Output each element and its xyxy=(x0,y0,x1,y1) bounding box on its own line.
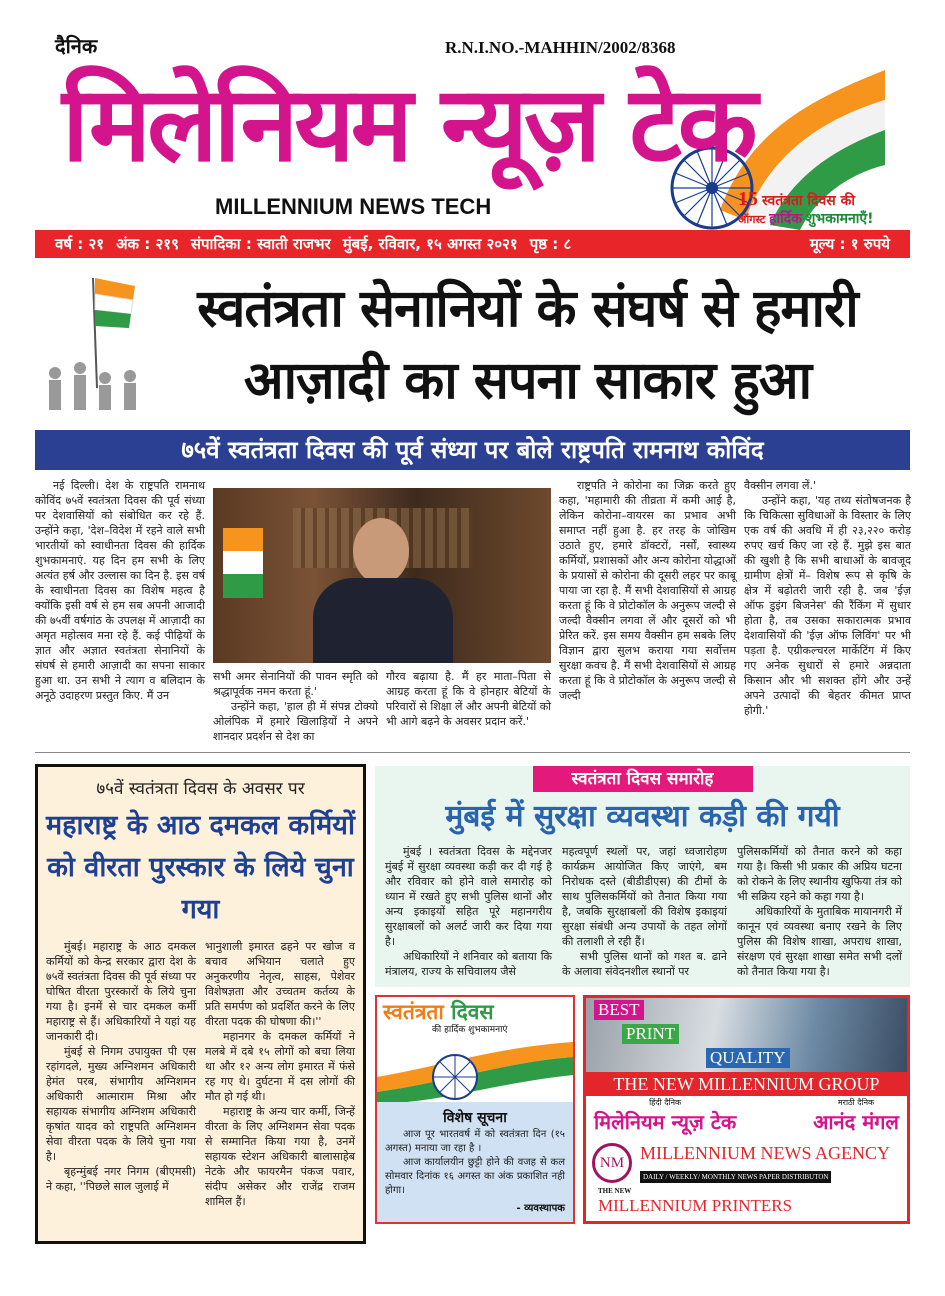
paragraph: बृहन्मुंबई नगर निगम (बीएमसी) ने कहा, ''पिछले साल जुलाई में xyxy=(46,1165,196,1193)
lead-headline-line2: आज़ादी का सपना साकार हुआ xyxy=(243,351,812,411)
security-columns xyxy=(375,844,910,979)
lead-column-5 xyxy=(744,478,911,718)
paragraph: महत्वपूर्ण स्थलों पर, जहां ध्वजारोहण कार्यक्रम आयोजित किए जाएंगे, बम निरोधक दस्ते (बीडीडीएस) की टीमों के साथ पुलिसकर्मियों को तैनात किया गया है, जबकि सुरक्षाबलों की विशेष इकाइयां सुरक्षा संबंधी अन्य उपायों के तहत लोगों की तलाशी ले रही हैं। xyxy=(562,845,727,948)
paragraph: गौरव बढ़ाया है. मैं हर माता–पिता से आग्रह करता हूं कि वे होनहार बेटियों के परिवारों से शिक्षा लें और अपनी बेटियों को भी आगे बढ़ने के अवसर प्रदान करें.' xyxy=(386,670,551,728)
fire-story-kicker: ७५वें स्वतंत्रता दिवस के अवसर पर xyxy=(96,779,305,799)
marathi-paper xyxy=(813,1098,899,1136)
notice-body xyxy=(377,1102,573,1222)
page-count: पृष्ठ : ८ xyxy=(529,235,572,253)
president-photo xyxy=(213,488,551,663)
news-agency-tagline: DAILY / WEEKLY/ MONTHLY NEWS PAPER DISTRIBUTON xyxy=(640,1171,831,1183)
lead-headline-line1: स्वतंत्रता सेनानियों के संघर्ष से हमारी xyxy=(197,279,858,339)
paragraph: नई दिल्ली। देश के राष्ट्रपति रामनाथ कोविंद ७५वें स्वतंत्रता दिवस की पूर्व संध्या पर देशवासियों को संबोधित कर रहे हैं. उन्होंने कहा, 'देश–विदेश में रहने वाले सभी भारतीयों को स्वाधीनता दिवस की हार्दिक शुभकामनाएं. यह दिन हम सभी के लिए अत्यंत हर्ष और उल्लास का दिन है. इस वर्ष के स्वाधीनता दिवस का विशेष महत्व है क्योंकि इसी वर्ष से हम सब अपनी आजादी की ७५वीं वर्षगांठ के उपलक्ष में आज़ादी का अमृत महोत्सव मना रहे हैं. कई पीढ़ियों के ज्ञात और अज्ञात स्वतंत्रता सेनानियों के संघर्ष से हमारी आज़ादी का सपना साकार हुआ था. उन सभी ने त्याग व बलिदान के अनूठे उदाहरण प्रस्तुत किए. मैं उन xyxy=(35,479,205,702)
greeting-line1: स्वतंत्रता दिवस की xyxy=(762,193,855,209)
printers-name: MILLENNIUM PRINTERS xyxy=(598,1196,793,1215)
fire-story-headline: महाराष्ट्र के आठ दमकल कर्मियों को वीरता पुरस्कार के लिये चुना गया xyxy=(46,810,355,925)
price: मूल्य : १ रुपये xyxy=(809,235,890,253)
banner-subtitle: की हार्दिक शुभकामनाएं xyxy=(432,1025,508,1035)
lead-headline-block xyxy=(35,264,910,426)
notice-paragraph-2: आज कार्यालयीन छुट्टी होने की वजह से कल सोमवार दिनांक १६ अगस्त का अंक प्रकाशित नही होगा। xyxy=(385,1157,565,1196)
paragraph: उन्होंने कहा, 'यह तथ्य संतोषजनक है कि चिकित्सा सुविधाओं के विस्तार के लिए एक वर्ष की अवधि में ही २३,२२० करोड़ रुपए खर्च किए जा रहे हैं. मुझे इस बात की खुशी है कि सभी बाधाओं के बावजूद ग्रामीण क्षेत्रों में– विशेष रूप से कृषि के क्षेत्र में बढ़ोतरी जारी रही है. जब 'ईज़ ऑफ डुइंग बिजनेस' की रैंकिंग में सुधार होता है, तब उसका सकारात्मक प्रभाव देशवासियों की 'ईज़ ऑफ लिविंग' पर भी पड़ता है. एग्रीकल्चरल मार्केटिंग में किए गए अनेक सुधारों से हमारे अन्नदाता किसान और भी सशक्त होंगे और उन्हें अपने उत्पादों की बेहतर कीमत प्राप्त होगी.' xyxy=(744,494,911,717)
security-column-3 xyxy=(737,844,902,979)
marathi-paper-logo: आनंद मंगल xyxy=(813,1110,899,1134)
paragraph: मुंबई। महाराष्ट्र के आठ दमकल कर्मियों को केन्द्र सरकार द्वारा देश के ७५वें स्वतंत्रता दिवस की पूर्व संध्या पर घोषित वीरता पुरस्कारों के लिये चुना गया है। इनमें से चार दमकल कर्मी महाराष्ट्र से हैं। अधिकारियों ने यहां यह जानकारी दी। xyxy=(46,940,196,1043)
lead-column-3 xyxy=(386,669,551,744)
section-divider xyxy=(35,752,910,753)
paragraph: महानगर के दमकल कर्मियों ने मलबे में दबे १५ लोगों को बचा लिया था और १२ अन्य लोग इमारत में फंसे रह गए थे। दुर्घटना में दस लोगों की मौत हो गई थी। xyxy=(205,1030,355,1103)
printing-press-image xyxy=(586,998,907,1072)
quality-badge: QUALITY xyxy=(706,1048,790,1068)
security-column-1 xyxy=(385,844,552,979)
independence-day-banner xyxy=(377,997,573,1102)
greeting-line2b: शुभकामनाएँ! xyxy=(805,211,874,227)
issue-info-bar xyxy=(35,230,910,258)
security-column-2 xyxy=(562,844,727,979)
paragraph: पुलिसकर्मियों को तैनात करने को कहा गया है। किसी भी प्रकार की अप्रिय घटना को रोकने के लिए स्थानीय खुफिया तंत्र को भी सक्रिय रहने को कहा गया है। xyxy=(737,845,902,903)
notice-title: विशेष सूचना xyxy=(443,1110,507,1126)
printers-small-label: THE NEW xyxy=(598,1187,632,1195)
paragraph: वैक्सीन लगवा लें.' xyxy=(744,479,817,492)
right-column xyxy=(375,764,910,1224)
fire-column-2 xyxy=(205,939,355,1209)
lead-story xyxy=(35,478,910,744)
banner-word-1: स्वतंत्रता xyxy=(383,1000,444,1024)
masthead-dainik: दैनिक xyxy=(55,34,98,58)
security-story-box xyxy=(375,766,910,987)
flag-soldiers-illustration-icon xyxy=(35,268,145,423)
notice-paragraph-1: आज पूर भारतवर्ष में को स्वतंत्रता दिन (१५ अगस्त) मनाया जा रहा है । xyxy=(385,1129,565,1154)
lead-middle xyxy=(213,478,551,744)
print-badge: PRINT xyxy=(622,1024,679,1044)
lead-column-1 xyxy=(35,478,205,703)
notice-signature: - व्यवस्थापक xyxy=(516,1203,565,1214)
greeting-line2a: हार्दिक xyxy=(769,211,802,227)
volume: वर्ष : २१ xyxy=(55,235,105,253)
printers-logo-icon: NM xyxy=(592,1143,632,1183)
hindi-daily-label: हिंदी दैनिक xyxy=(649,1098,682,1107)
paragraph: सभी पुलिस थानों को गश्त ब. ढाने के अलावा संवेदनशील स्थानों पर xyxy=(562,950,727,978)
fire-columns xyxy=(46,939,355,1209)
paragraph: उन्होंने कहा, 'हाल ही में संपन्न टोक्यो ओलंपिक में हमारे खिलाड़ियों ने अपने शानदार प्रदर्शन से देश का xyxy=(213,700,378,743)
hindi-paper xyxy=(594,1098,736,1136)
marathi-daily-label: मराठी दैनिक xyxy=(837,1098,875,1107)
paragraph: मुंबई से निगम उपायुक्त पी एस रहांगदले, मुख्य अग्निशमन अधिकारी हेमंत परब, संभागीय अग्निशमन अधिकारी आत्माराम मिश्रा और सहायक संभागीय अग्निशम अधिकारी कृषांत यादव को राष्ट्रपति अग्निशमन सेवा वीरता पदक के लिये चुना गया है। xyxy=(46,1045,196,1163)
group-name: THE NEW MILLENNIUM GROUP xyxy=(586,1072,907,1096)
paragraph: अधिकारियों ने शनिवार को बताया कि मंत्रालय, राज्य के सचिवालय जैसे xyxy=(385,950,552,978)
printers-block xyxy=(586,1187,907,1220)
agency-row xyxy=(586,1138,907,1187)
paragraph: सभी अमर सेनानियों की पावन स्मृति को श्रद्धापूर्वक नमन करता हूं.' xyxy=(213,670,378,698)
rni-number: R.N.I.NO.-MAHHIN/2002/8368 xyxy=(445,38,676,57)
paragraph: राष्ट्रपति ने कोरोना का जिक्र करते हुए कहा, 'महामारी की तीव्रता में कमी आई है, लेकिन कोरोना–वायरस का प्रभाव अभी समाप्त नहीं हुआ है. हर तरह के जोखिम उठाते हुए, हमारे डॉक्टरों, नर्सों, स्वास्थ्य कर्मियों, प्रशासकों और अन्य कोरोना योद्धाओं के प्रयासों से कोरोना की दूसरी लहर पर काबू पाया जा रहा है. मैं सभी देशवासियों से आग्रह करता हूं कि वे प्रोटोकॉल के अनुरूप जल्दी से जल्दी वैक्सीन लगवा लें और दूसरों को भी प्रेरित करें. इस समय वैक्सीन हम सबके लिए विज्ञान द्वारा सुलभ कराया गया सर्वोत्तम सुरक्षा कवच है. मैं सभी देशवासियों से आग्रह करता हूं कि वे प्रोटोकॉल के अनुरूप जल्दी से जल्दी xyxy=(559,479,736,702)
paragraph: मुंबई । स्वतंत्रता दिवस के मद्देनजर मुंबई में सुरक्षा व्यवस्था कड़ी कर दी गई है और रविवार को होने वाले समारोह को ध्यान में रखते हुए सभी पुलिस थानों और अन्य इकाइयों सहित पूरे महानगरीय सुरक्षाबलों को अलर्ट जारी कर दिया गया है। xyxy=(385,845,552,948)
ad-row xyxy=(375,995,910,1224)
greeting-month: ऑगस्ट xyxy=(738,213,766,226)
news-agency-name: MILLENNIUM NEWS AGENCY xyxy=(640,1143,890,1163)
best-badge: BEST xyxy=(594,1000,644,1020)
independence-greeting xyxy=(738,190,873,229)
newspaper-title: मिलेनियम न्यूज़ टेक xyxy=(62,63,754,185)
page-body xyxy=(35,264,910,1244)
ashoka-chakra-icon xyxy=(377,1037,573,1102)
fire-column-1 xyxy=(46,939,196,1209)
security-section-label: स्वतंत्रता दिवस समारोह xyxy=(533,766,753,792)
paragraph: महाराष्ट्र के अन्य चार कर्मी, जिन्हें वीरता के लिए अग्निशमन सेवा पदक से सम्मानित किया गया है, उनमें सहायक स्टेशन अधिकारी बालासाहेब नेटके और फायरमैन पंकज पवार, संदीप असेकर और राजेंद्र राजम शामिल हैं। xyxy=(205,1105,355,1208)
editor: संपादिका : स्वाती राजभर xyxy=(190,235,331,253)
paragraph: भानुशाली इमारत ढहने पर खोज व बचाव अभियान चलाते हुए अनुकरणीय नेतृत्व, साहस, पेशेवर विशेषज्ञता और उच्चतम कर्तव्य के प्रति समर्पण को प्रदर्शित करने के लिए वीरता पदक की घोषणा की।'' xyxy=(205,940,355,1028)
issue-number: अंक : २१९ xyxy=(116,235,179,253)
lead-column-2 xyxy=(213,669,378,744)
paragraph: अधिकारियों के मुताबिक मायानगरी में कानून एवं व्यवस्था बनाए रखने के लिए पुलिस की विशेष शाखा, अपराध शाखा, संरक्षण एवं सुरक्षा शाखा समेत सभी दलों को तैनात किया गया है। xyxy=(737,905,902,978)
papers-row xyxy=(586,1096,907,1138)
greeting-number: 15 xyxy=(738,188,758,210)
newspaper-english-title: MILLENNIUM NEWS TECH xyxy=(215,194,492,219)
millennium-group-ad xyxy=(583,995,910,1224)
fire-story-box xyxy=(35,764,366,1244)
banner-word-2: दिवस xyxy=(451,1000,494,1024)
lead-column-4 xyxy=(559,478,736,703)
lead-under-photo xyxy=(213,669,551,744)
security-headline: मुंबई में सुरक्षा व्यवस्था कड़ी की गयी xyxy=(445,799,840,834)
lower-section xyxy=(35,764,910,1244)
dateline: मुंबई, रविवार, १५ अगस्त २०२१ xyxy=(342,235,518,253)
hindi-paper-logo: मिलेनियम न्यूज़ टेक xyxy=(594,1110,737,1134)
special-notice-box xyxy=(375,995,575,1224)
agency-block xyxy=(640,1142,890,1183)
lead-subheadline: ७५वें स्वतंत्रता दिवस की पूर्व संध्या पर बोले राष्ट्रपति रामनाथ कोविंद xyxy=(35,430,910,470)
